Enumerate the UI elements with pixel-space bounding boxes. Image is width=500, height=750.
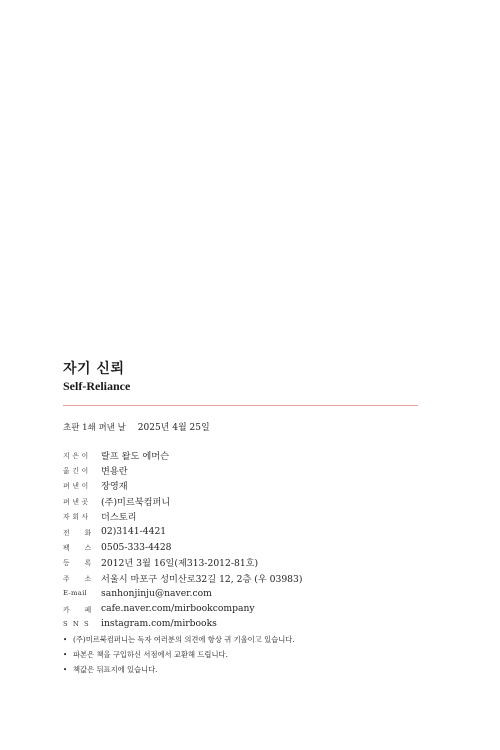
info-label: S N S bbox=[63, 619, 90, 628]
info-row-author bbox=[63, 447, 423, 462]
info-value: 02)3141-4421 bbox=[101, 526, 167, 538]
info-value: 랄프 왈도 에머슨 bbox=[101, 450, 169, 462]
info-label: 지 은 이 bbox=[63, 451, 89, 460]
info-row-cafe bbox=[63, 601, 423, 616]
info-label: 전 화 bbox=[63, 528, 92, 537]
info-row-phone bbox=[63, 524, 423, 539]
info-value: sanhonjinju@naver.com bbox=[101, 587, 212, 599]
info-value: instagram.com/mirbooks bbox=[101, 618, 217, 630]
info-label: 자 회 사 bbox=[63, 513, 89, 522]
divider-rule bbox=[63, 405, 418, 406]
info-value: cafe.naver.com/mirbookcompany bbox=[101, 603, 255, 615]
info-label: 등 록 bbox=[63, 559, 92, 568]
note-item bbox=[63, 647, 443, 662]
info-value: 0505-333-4428 bbox=[101, 541, 172, 553]
info-label: 팩 스 bbox=[63, 544, 92, 553]
info-value: 2012년 3월 16일(제313-2012-81호) bbox=[101, 558, 259, 570]
info-row-email bbox=[63, 586, 423, 601]
info-label: 펴 낸 이 bbox=[63, 482, 89, 491]
info-label: E-mail bbox=[63, 589, 88, 598]
info-label: 주 소 bbox=[63, 574, 92, 583]
info-row-subsidiary bbox=[63, 509, 423, 524]
note-text: 파본은 책을 구입하신 서점에서 교환해 드립니다. bbox=[73, 649, 228, 659]
notes-list bbox=[63, 632, 443, 677]
info-row-publisher bbox=[63, 478, 423, 493]
info-label: 펴 낸 곳 bbox=[63, 497, 89, 506]
info-row-translator bbox=[63, 462, 423, 477]
info-label: 카 페 bbox=[63, 605, 92, 614]
edition-line bbox=[63, 420, 210, 433]
book-title-english: Self-Reliance bbox=[63, 379, 131, 393]
book-title-korean: 자기 신뢰 bbox=[63, 361, 125, 377]
note-text: 책값은 뒤표지에 있습니다. bbox=[73, 664, 158, 674]
info-value: 더스토리 bbox=[101, 512, 137, 524]
info-row-publishing-house bbox=[63, 493, 423, 508]
note-item bbox=[63, 662, 443, 677]
info-value: 서울시 마포구 성미산로32길 12, 2층 (우 03983) bbox=[101, 573, 303, 585]
publication-info bbox=[63, 447, 423, 632]
info-value: 변용란 bbox=[101, 466, 128, 478]
note-item bbox=[63, 632, 443, 647]
info-row-address bbox=[63, 570, 423, 585]
note-text: (주)미르북컴퍼니는 독자 여러분의 의견에 항상 귀 기울이고 있습니다. bbox=[73, 634, 295, 644]
edition-date: 2025년 4월 25일 bbox=[137, 423, 210, 433]
info-row-fax bbox=[63, 539, 423, 554]
info-row-registration bbox=[63, 555, 423, 570]
bullet-icon: • bbox=[63, 635, 68, 644]
bullet-icon: • bbox=[63, 650, 68, 659]
info-value: (주)미르북컴퍼니 bbox=[101, 496, 171, 508]
bullet-icon: • bbox=[63, 665, 68, 674]
info-row-sns bbox=[63, 616, 423, 631]
edition-label: 초판 1쇄 펴낸 날 bbox=[63, 423, 126, 433]
info-value: 장영재 bbox=[101, 481, 128, 493]
info-label: 옮 긴 이 bbox=[63, 467, 89, 476]
